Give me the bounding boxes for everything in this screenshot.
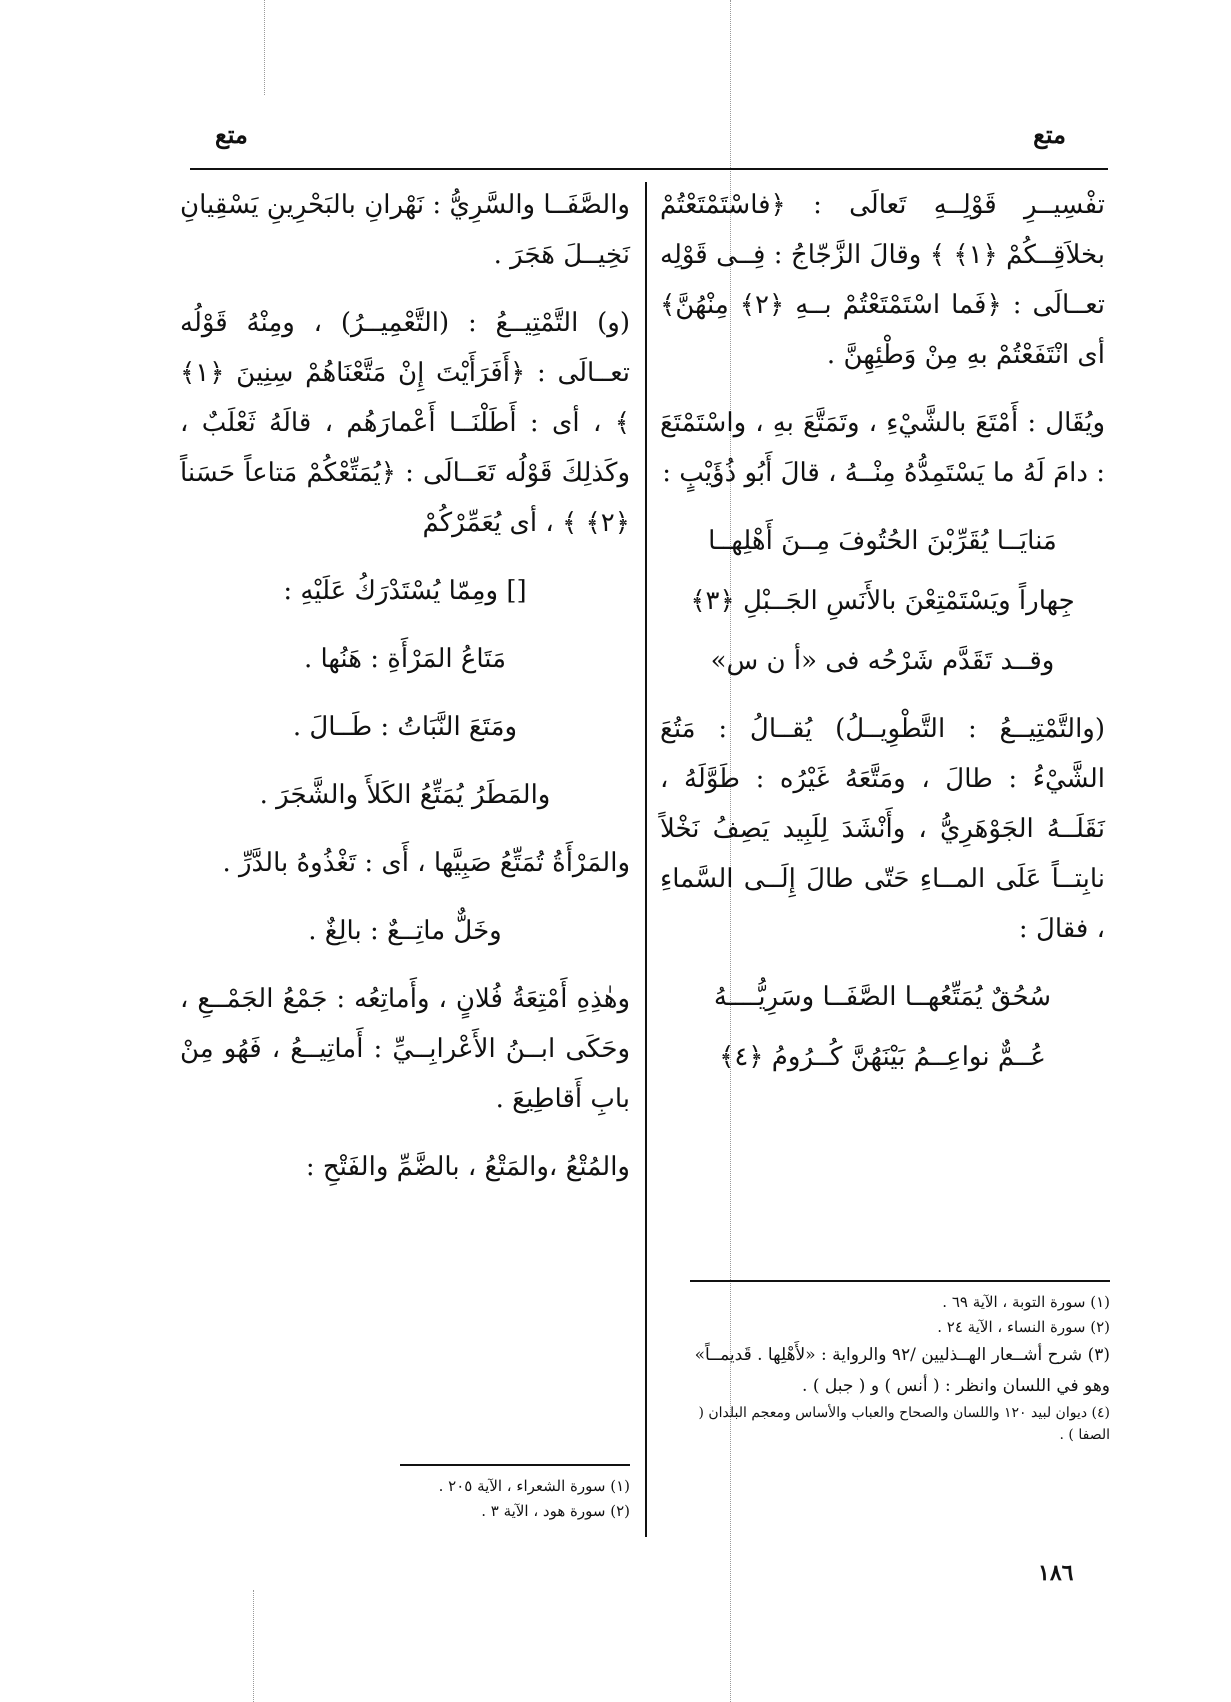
column-divider [645,182,647,1537]
header-rule [190,168,1108,170]
paragraph: (والتَّمْتِيــعُ : التَّطْوِيــلُ) يُقــالُ : مَتُعَ الشَّيْءُ : طالَ ، ومَتَّعَهُ غَيْرُه : طَوَّلَهُ ، نَقَلَــهُ الجَوْهَرِيُّ ، وأَنْشَدَ لِلَبِيد يَصِفُ نَخْلاً نابِتــاً عَلَى المــاءِ حَتّى طالَ إِلَــى السَّماءِ ، فقالَ : [660,714,1105,944]
footnote: (١) سورة التوبة ، الآية ٦٩ . [942,1293,1110,1311]
footnote-rule [400,1464,630,1466]
verse-line: جِهاراً ويَسْتَمْتِعْنَ بالأَنَسِ الجَــبْلِ ﴿٣﴾ [690,586,1075,616]
footnote: (٢) سورة هود ، الآية ٣ . [481,1502,630,1520]
paragraph: وخَلٌّ ماتِــعٌ : بالِغٌ . [308,916,502,946]
paragraph: ويُقَال : أَمْتَعَ بالشَّيْءِ ، وتَمَتَّعَ بهِ ، واسْتَمْتَعَ : دامَ لَهُ ما يَسْتَمِدُّهُ مِنْــهُ ، قالَ أَبُو ذُؤَيْبٍ : [660,408,1105,488]
scan-artifact-line [253,1590,254,1702]
paragraph: والمُتْعُ ،والمَتْعُ ، بالضَّمِّ والفَتْحِ : [305,1152,630,1182]
right-column [660,180,1105,1092]
footnote: (١) سورة الشعراء ، الآية ٢٠٥ . [438,1477,630,1495]
paragraph: والمَطَرُ يُمَتِّعُ الكَلأَ والشَّجَرَ . [259,780,551,810]
paragraph: والمَرْأَةُ تُمَتِّعُ صَبِيَّها ، أَى : تَغْذُوهُ بالدَّرِّ . [222,848,630,878]
footnote: (٢) سورة النساء ، الآية ٢٤ . [937,1318,1110,1336]
verse-line: عُــمٌّ نواعِــمُ بَيْنَهُنَّ كُــرُومُ ﴿٤﴾ [719,1042,1046,1072]
verse-line: مَنايَــا يُقَرِّبْنَ الحُتُوفَ مِــنَ أَهْلِهــا [708,526,1057,556]
paragraph: (و) التَّمْتِيــعُ : (التَّعْمِيــرُ) ، ومِنْهُ قَوْلُه تعــالَى : ﴿أَفَرَأَيْتَ إِنْ مَتَّعْنَاهُمْ سِنِينَ ﴿١﴾ ﴾ ، أى : أَطَلْنَــا أَعْمارَهُم ، قالَهُ ثَعْلَبٌ ، وكَذلِكَ قَوْلُه تَعَــالَى : ﴿يُمَتِّعْكُمْ مَتاعاً حَسَناً ﴿٢﴾ ﴾ ، أى يُعَمِّرْكُمْ [180,308,630,538]
footnote: (٤) ديوان لبيد ١٢٠ واللسان والصحاح والعباب والأساس ومعجم البلدان ( الصفا ) . [698,1405,1110,1443]
paragraph: والصَّفَــا والسَّرِيُّ : نَهْرانِ بالبَحْرِينِ يَسْقِيانِ نَخِيــلَ هَجَرَ . [180,190,630,270]
footnotes-right [690,1290,1110,1446]
paragraph: تفْسِيــرِ قَوْلِــهِ تَعالَى : ﴿فاسْتَمْتَعْتُمْ بخلاَقِــكُمْ ﴿١﴾ ﴾ وقالَ الزَّجّاجُ : فِــى قَوْلِه تعــالَى : ﴿فَما اسْتَمْتَعْتُمْ بــهِ ﴿٢﴾ مِنْهُنَّ﴾ أى انْتَفَعْتُمْ بهِ مِنْ وَطْئِهِنَّ . [660,190,1106,370]
left-column [180,180,630,1210]
page-number: ١٨٦ [1038,1560,1074,1586]
paragraph: [] ومِمّا يُسْتَدْرَكُ عَلَيْهِ : [283,576,527,606]
verse-line: سُحُقٌ يُمَتِّعُهــا الصَّفَــا وسَرِيُّــــهُ [713,982,1052,1012]
footnote-rule [690,1280,1110,1282]
running-headword-left: متع [215,120,248,149]
footnotes-left [360,1474,630,1524]
footnote: (٣) شرح أشــعار الهــذليين /٩٢ والرواية : «لأَهْلِها . قَديمــاً» وهو في اللسان وانظر : ( أنس ) و ( جبل ) . [694,1345,1110,1396]
scan-artifact-line [264,0,265,95]
paragraph: مَتَاعُ المَرْأَةِ : هَنُها . [303,644,507,674]
paragraph: ومَتَعَ النَّبَاتُ : طَــالَ . [292,712,518,742]
paragraph: وهٰذِهِ أَمْتِعَةُ فُلانٍ ، وأَماتِعُه : جَمْعُ الجَمْــعِ ، وحَكَى ابــنُ الأَعْرابِــيِّ : أَماتِيــعُ ، فَهُو مِنْ بابِ أَقاطِيعَ . [180,984,630,1114]
running-headword-right: متع [1033,120,1066,149]
paragraph: وقــد تَقَدَّم شَرْحُه فى «أ ن س» [710,646,1055,676]
